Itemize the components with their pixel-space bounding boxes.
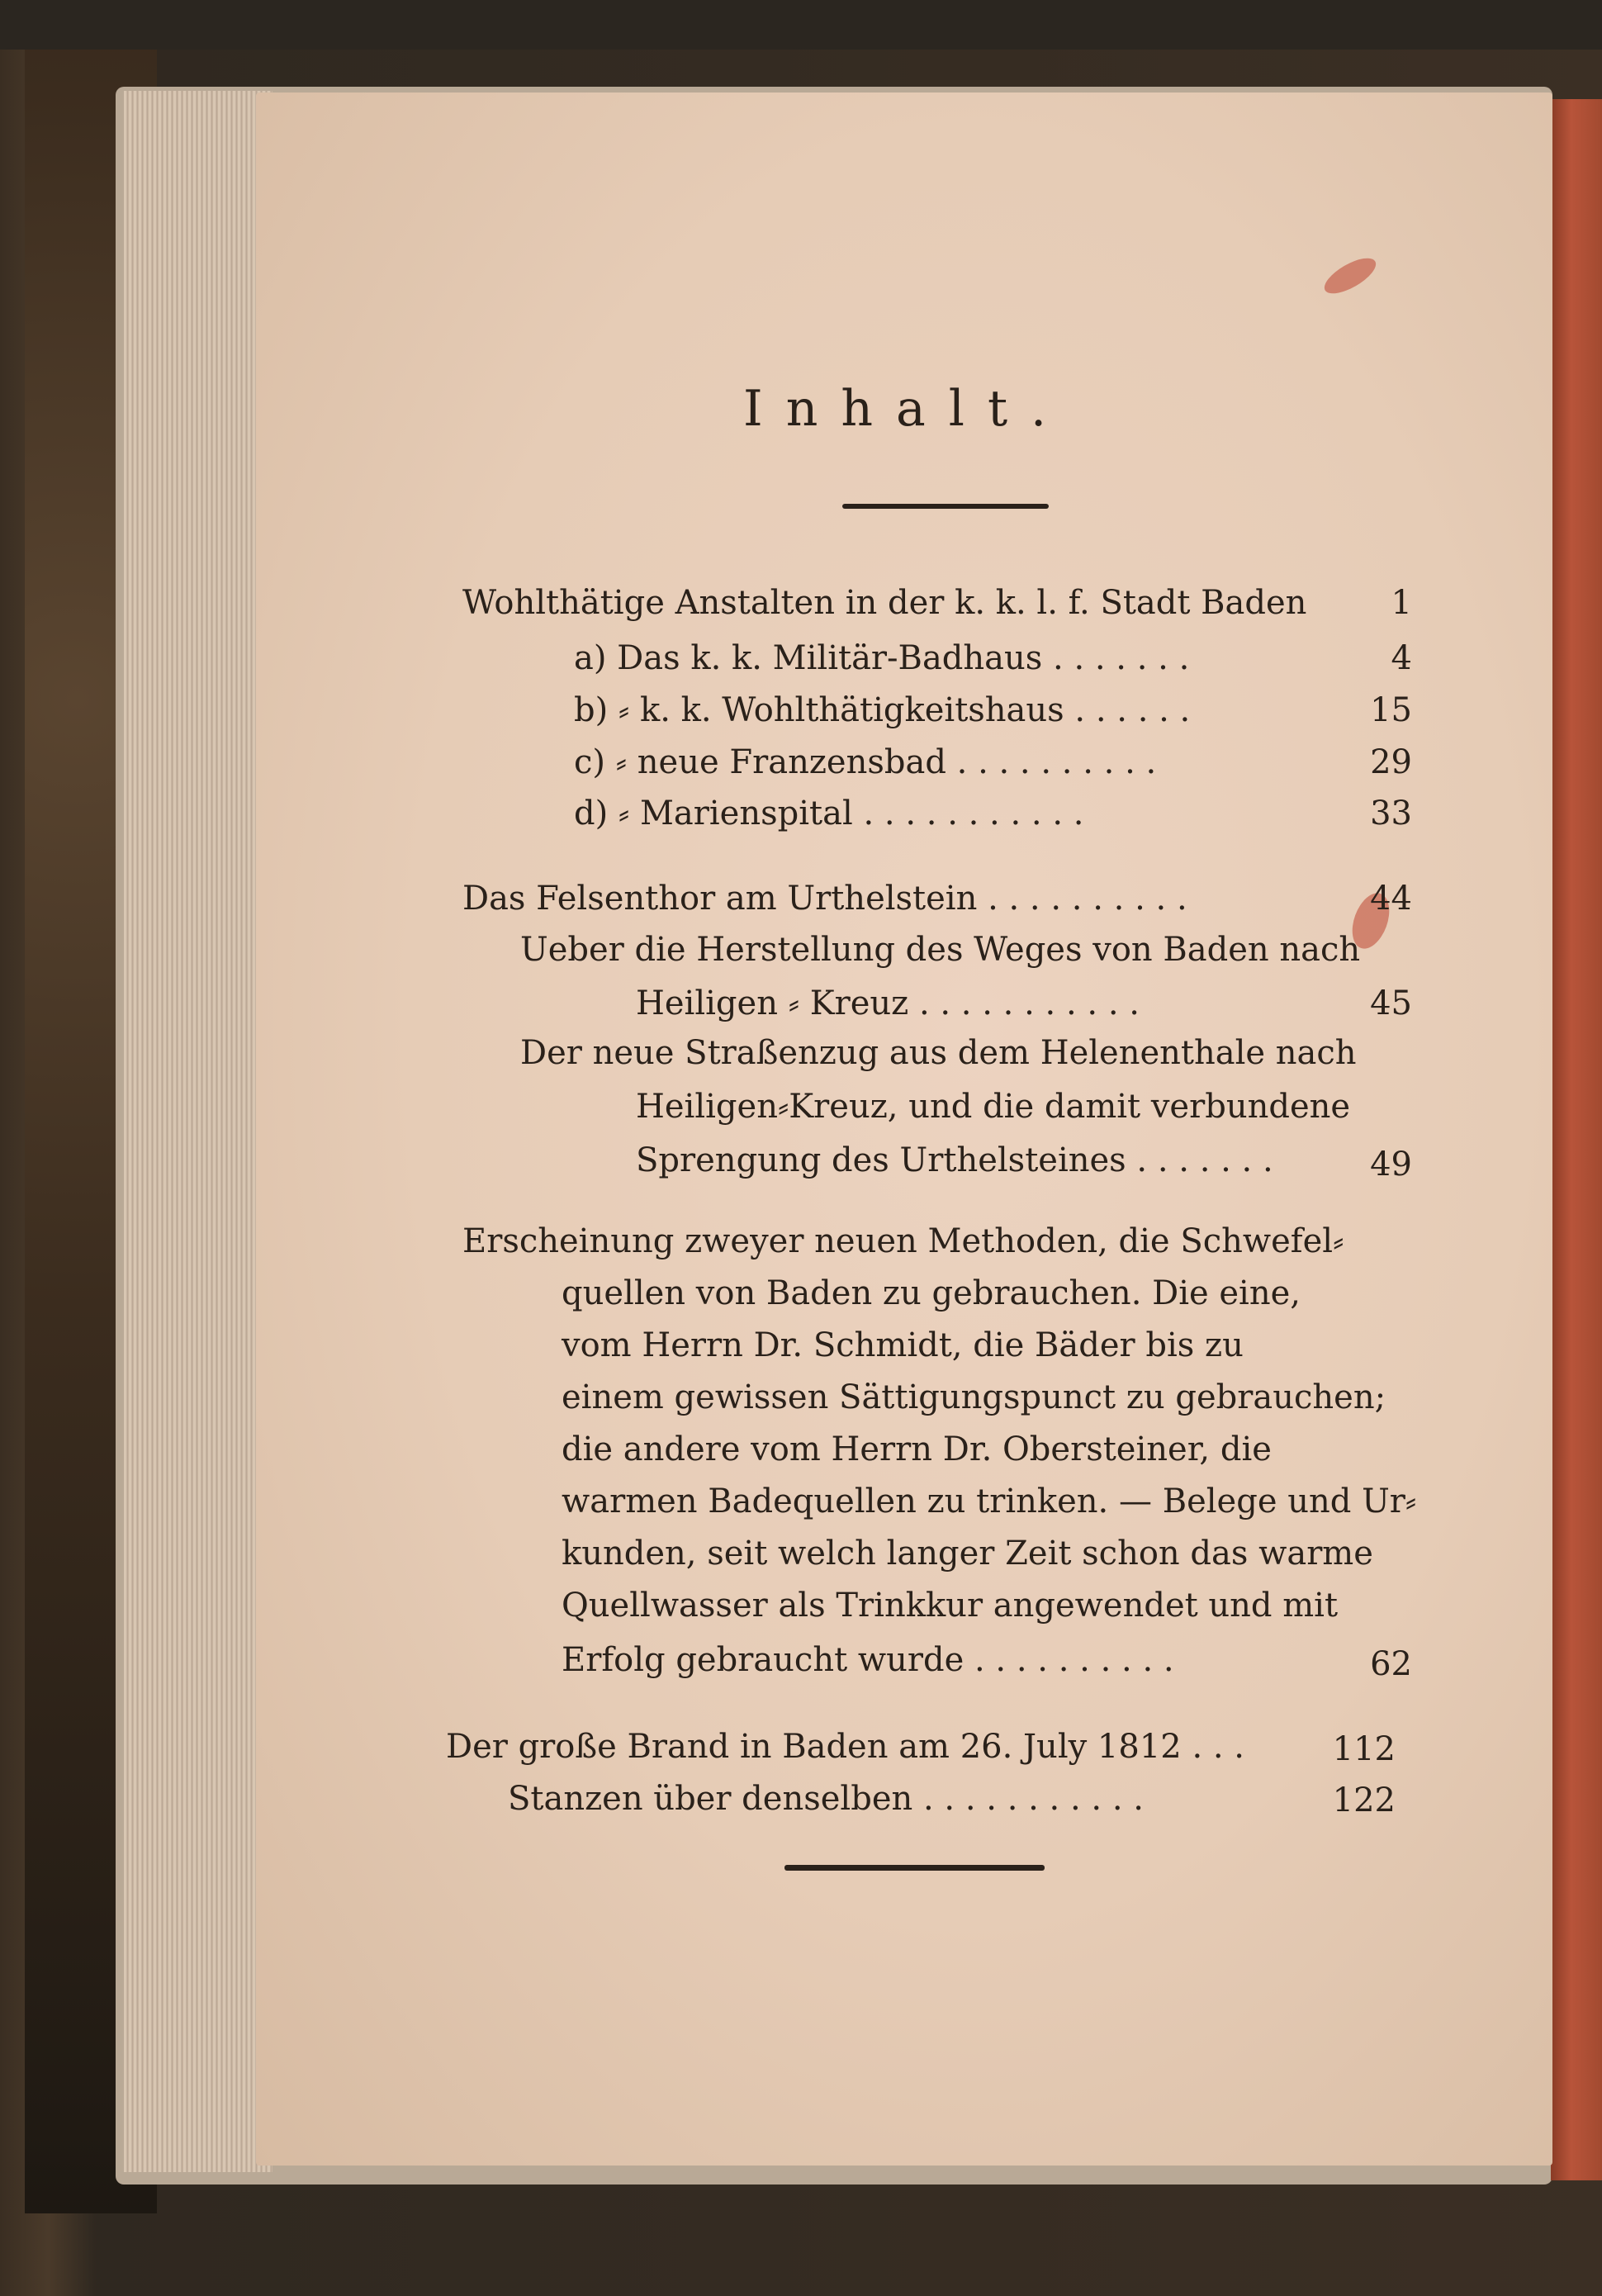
toc-entry: c) ⸗ neue Franzensbad . . . . . . . . . . xyxy=(574,743,1157,781)
page-title: Inhalt. xyxy=(743,380,1070,438)
toc-page-number: 122 xyxy=(1332,1781,1396,1819)
toc-entry: Erfolg gebraucht wurde . . . . . . . . . . xyxy=(562,1641,1174,1679)
toc-page-number: 62 xyxy=(1370,1645,1412,1683)
title-rule xyxy=(842,504,1049,509)
toc-entry: Heiligen ⸗ Kreuz . . . . . . . . . . . xyxy=(636,984,1140,1022)
toc-entry: kunden, seit welch langer Zeit schon das warme xyxy=(562,1535,1373,1573)
toc-page-number: 4 xyxy=(1391,639,1412,677)
toc-entry: Sprengung des Urthelsteines . . . . . . . xyxy=(636,1141,1273,1179)
toc-entry: einem gewissen Sättigungspunct zu gebrauchen; xyxy=(562,1378,1386,1416)
toc-entry: Das Felsenthor am Urthelstein . . . . . . . . . . xyxy=(462,880,1187,918)
toc-entry: warmen Badequellen zu trinken. — Belege und Ur⸗ xyxy=(562,1482,1417,1520)
toc-entry: quellen von Baden zu gebrauchen. Die eine, xyxy=(562,1274,1301,1312)
toc-entry: Der große Brand in Baden am 26. July 1812 . . . xyxy=(446,1728,1245,1766)
toc-entry: die andere vom Herrn Dr. Obersteiner, die xyxy=(562,1430,1272,1468)
toc-page-number: 112 xyxy=(1332,1730,1396,1768)
toc-entry: Erscheinung zweyer neuen Methoden, die Schwefel⸗ xyxy=(462,1222,1344,1260)
toc-entry: Stanzen über denselben . . . . . . . . . . . xyxy=(508,1780,1144,1818)
toc-page-number: 44 xyxy=(1370,880,1412,918)
toc-entry: a) Das k. k. Militär-Badhaus . . . . . . . xyxy=(574,639,1190,677)
toc-page-number: 15 xyxy=(1370,691,1412,729)
toc-entry: vom Herrn Dr. Schmidt, die Bäder bis zu xyxy=(562,1326,1244,1364)
toc-entry: Heiligen⸗Kreuz, und die damit verbundene xyxy=(636,1088,1351,1126)
toc-page-number: 45 xyxy=(1370,984,1412,1022)
toc-entry: d) ⸗ Marienspital . . . . . . . . . . . xyxy=(574,795,1084,833)
toc-entry: Wohlthätige Anstalten in der k. k. l. f. Stadt Baden xyxy=(462,584,1307,622)
toc-page-number: 33 xyxy=(1370,795,1412,833)
toc-entry: Quellwasser als Trinkkur angewendet und mit xyxy=(562,1587,1339,1625)
toc-entry: b) ⸗ k. k. Wohlthätigkeitshaus . . . . . . xyxy=(574,691,1191,729)
toc-page-number: 49 xyxy=(1370,1146,1412,1184)
toc-page-number: 29 xyxy=(1370,743,1412,781)
toc-entry: Der neue Straßenzug aus dem Helenenthale nach xyxy=(520,1034,1357,1072)
toc-page-number: 1 xyxy=(1391,584,1412,622)
toc-entry: Ueber die Herstellung des Weges von Baden nach xyxy=(520,931,1361,969)
closing-rule xyxy=(784,1865,1045,1871)
